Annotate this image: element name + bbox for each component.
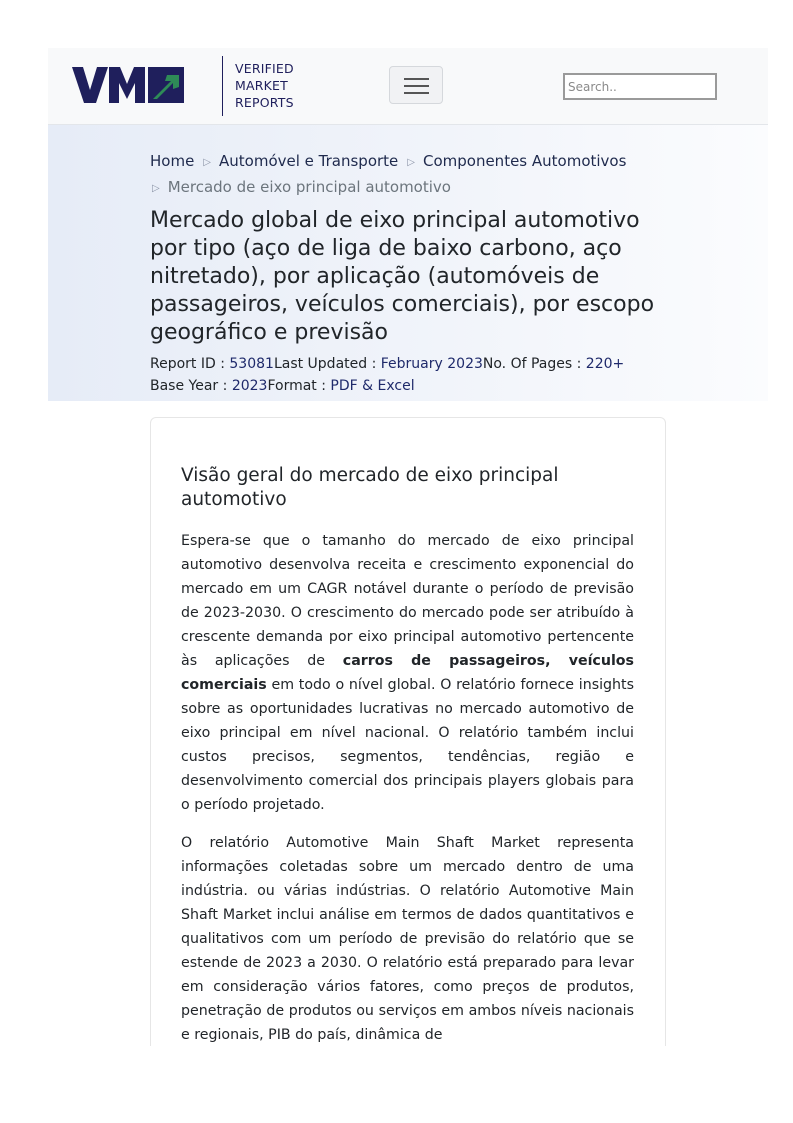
hamburger-icon <box>404 78 429 80</box>
logo-word-verified: VERIFIED <box>235 61 294 76</box>
last-updated-value: February 2023 <box>380 356 483 372</box>
paragraph-text: em todo o nível global. O relatório fornece insights sobre as oportunidades lucrativas no mercado automotivo de eixo principal em nível nacional. O relatório também inclui custos precisos, segmentos, tendências, região e desenvolvimento comercial dos principais players globais para o período projetado. <box>181 677 634 813</box>
overview-paragraph-1 <box>181 529 634 817</box>
hamburger-icon-line <box>404 92 429 94</box>
breadcrumb <box>150 149 670 201</box>
chevron-right-icon: ▷ <box>152 183 160 194</box>
format-value: PDF & Excel <box>330 378 415 394</box>
breadcrumb-automovel-transporte[interactable]: Automóvel e Transporte <box>219 152 399 170</box>
hamburger-icon-line <box>404 85 429 87</box>
report-id-label: Report ID : <box>150 356 230 372</box>
breadcrumb-home[interactable]: Home <box>150 152 195 170</box>
report-meta <box>150 353 670 397</box>
breadcrumb-current: Mercado de eixo principal automotivo <box>167 178 451 196</box>
overview-heading: Visão geral do mercado de eixo principal automotivo <box>181 465 559 510</box>
report-meta-line-2 <box>150 375 670 397</box>
logo-divider <box>222 56 223 116</box>
chevron-right-icon: ▷ <box>203 157 211 168</box>
overview-paragraph-2: O relatório Automotive Main Shaft Market representa informações coletadas sobre um mercado dentro de uma indústria. ou várias indústrias. O relatório Automotive Main Shaft Market inclui análise em termos de dados quantitativos e qualitativos com um período de previsão do relatório que se estende de 2023 a 2030. O relatório está preparado para levar em consideração vários fatores, como preços de produtos, penetração de produtos ou serviços em ambos níveis nacionais e regionais, PIB do país, dinâmica de <box>181 835 634 1043</box>
format-label: Format : <box>267 378 331 394</box>
logo-wordmark <box>235 60 315 111</box>
page-title: Mercado global de eixo principal automotivo por tipo (aço de liga de baixo carbono, aço nitretado), por aplicação (automóveis de passageiros, veículos comerciais), por escopo geográfico e previsão <box>150 208 655 345</box>
menu-toggle-button[interactable] <box>389 66 443 104</box>
base-year-value: 2023 <box>231 378 268 394</box>
breadcrumb-componentes-automotivos[interactable]: Componentes Automotivos <box>422 152 627 170</box>
vmr-logo-icon <box>72 66 184 104</box>
navbar <box>48 48 768 125</box>
pages-label: No. Of Pages : <box>482 356 586 372</box>
base-year-label: Base Year : <box>150 378 232 394</box>
site-logo[interactable] <box>72 56 294 116</box>
logo-word-market: MARKET <box>235 78 288 93</box>
overview-card <box>150 417 666 1046</box>
paragraph-text: Espera-se que o tamanho do mercado de eixo principal automotivo desenvolva receita e crescimento exponencial do mercado em um CAGR notável durante o período de previsão de 2023-2030. O crescimento do mercado pode ser atribuído à crescente demanda por eixo principal automotivo pertencente às aplicações de <box>181 533 634 669</box>
search-input[interactable] <box>563 73 717 100</box>
paragraph-bold-text: carros de passageiros, veículos comerciais <box>181 653 634 693</box>
report-meta-line-1 <box>150 353 670 375</box>
page <box>48 48 768 1046</box>
chevron-right-icon: ▷ <box>407 157 415 168</box>
last-updated-label: Last Updated : <box>273 356 381 372</box>
report-id-value: 53081 <box>229 356 274 372</box>
logo-word-reports: REPORTS <box>235 95 294 110</box>
pages-value: 220+ <box>585 356 625 372</box>
report-header <box>48 125 768 401</box>
